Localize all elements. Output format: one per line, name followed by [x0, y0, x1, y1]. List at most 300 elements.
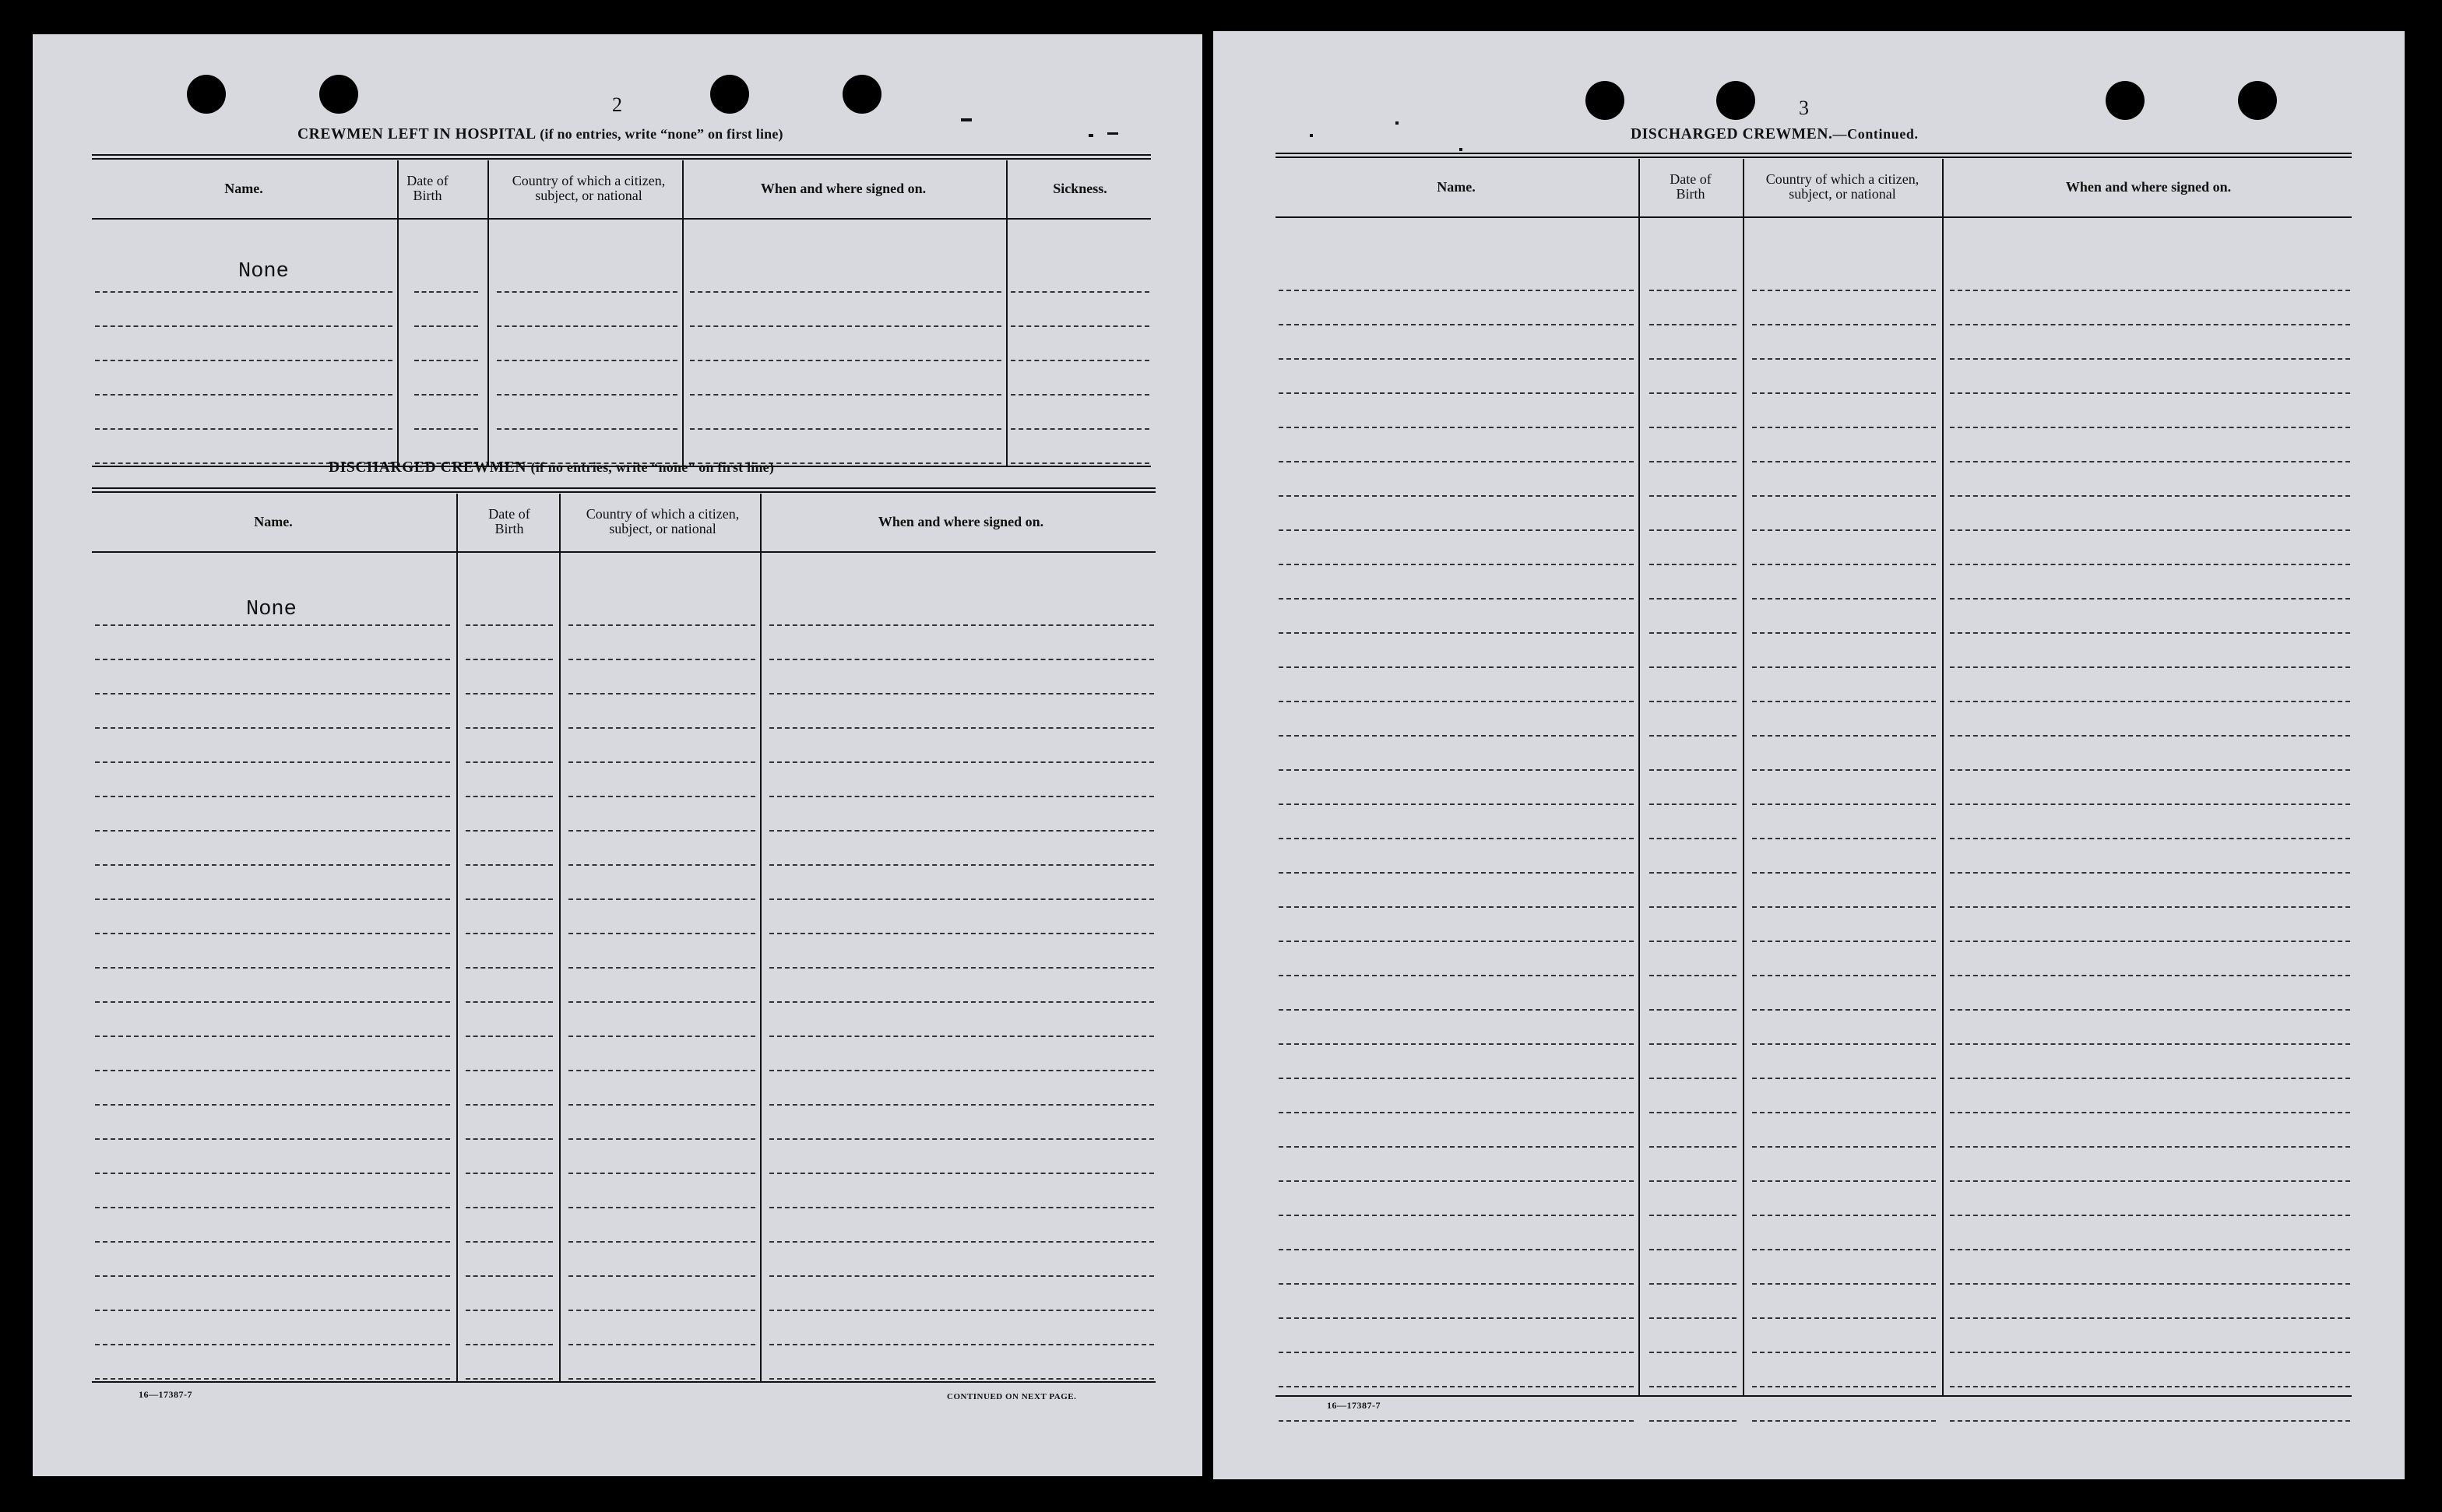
punch-hole — [1585, 81, 1624, 120]
writing-line — [1950, 735, 2350, 737]
column-header-signed-on: When and where signed on. — [760, 180, 927, 196]
writing-line — [95, 898, 450, 900]
writing-line — [414, 428, 478, 430]
writing-line — [1649, 666, 1736, 668]
writing-line — [1752, 358, 1936, 360]
discharged-continued-table — [1276, 153, 2352, 1398]
writing-line — [95, 325, 392, 327]
writing-line — [1649, 769, 1736, 771]
writing-line — [769, 1241, 1154, 1243]
writing-line — [1649, 975, 1736, 976]
writing-line — [1649, 1078, 1736, 1079]
writing-line — [769, 1378, 1154, 1380]
writing-line — [1649, 1112, 1736, 1113]
writing-line — [1279, 290, 1634, 291]
column-header-sickness: Sickness. — [1053, 180, 1107, 196]
writing-line — [1011, 291, 1149, 293]
writing-line — [568, 1104, 755, 1106]
writing-line — [497, 291, 677, 293]
column-header-country: Country of which a citizen, subject, or national — [586, 506, 740, 536]
writing-line — [1752, 769, 1936, 771]
column-divider — [760, 494, 762, 1381]
writing-line — [1649, 1146, 1736, 1148]
writing-line — [95, 1173, 450, 1174]
page-number: 3 — [1799, 97, 1809, 119]
writing-line — [1752, 906, 1936, 908]
writing-line — [1279, 1215, 1634, 1216]
writing-line — [95, 1378, 450, 1380]
writing-line — [568, 830, 755, 832]
hospital-title-note: (if no entries, write “none” on first line) — [540, 126, 783, 142]
writing-line — [1950, 701, 2350, 702]
ink-speck — [1310, 134, 1313, 137]
writing-line — [769, 1070, 1154, 1071]
ink-speck — [1395, 121, 1399, 125]
writing-line — [1950, 975, 2350, 976]
writing-line — [1950, 941, 2350, 942]
writing-line — [1752, 564, 1936, 565]
writing-line — [95, 693, 450, 694]
writing-line — [466, 624, 553, 626]
writing-line — [1752, 1180, 1936, 1182]
writing-line — [1950, 838, 2350, 839]
writing-line — [95, 1104, 450, 1106]
writing-line — [414, 325, 478, 327]
right-page — [1213, 31, 2405, 1479]
writing-line — [568, 1207, 755, 1208]
writing-line — [1752, 1112, 1936, 1113]
writing-line — [769, 1104, 1154, 1106]
writing-line — [568, 1275, 755, 1277]
writing-line — [1950, 1180, 2350, 1182]
writing-line — [1950, 1215, 2350, 1216]
writing-line — [568, 1241, 755, 1243]
writing-line — [1950, 495, 2350, 497]
writing-line — [95, 933, 450, 934]
writing-line — [1279, 461, 1634, 462]
writing-line — [568, 1036, 755, 1037]
writing-line — [1011, 428, 1149, 430]
writing-line — [95, 1001, 450, 1003]
writing-line — [466, 1070, 553, 1071]
writing-line — [1950, 1283, 2350, 1285]
column-header-signed-on: When and where signed on. — [2065, 178, 2232, 195]
column-header-name: Name. — [254, 513, 293, 529]
writing-line — [1279, 564, 1634, 565]
writing-line — [466, 1310, 553, 1311]
writing-line — [1950, 769, 2350, 771]
writing-line — [1649, 1317, 1736, 1319]
writing-line — [1649, 598, 1736, 600]
form-number: 16—17387-7 — [139, 1389, 192, 1400]
writing-line — [690, 360, 1001, 361]
writing-line — [690, 325, 1001, 327]
writing-line — [1752, 941, 1936, 942]
writing-line — [1649, 906, 1736, 908]
writing-line — [1950, 598, 2350, 600]
writing-line — [1649, 564, 1736, 565]
writing-line — [1279, 941, 1634, 942]
writing-line — [1279, 1283, 1634, 1285]
writing-line — [769, 796, 1154, 797]
writing-line — [95, 864, 450, 866]
writing-line — [1752, 1386, 1936, 1387]
writing-line — [1752, 1317, 1936, 1319]
punch-hole — [187, 75, 226, 114]
writing-line — [95, 1344, 450, 1345]
writing-line — [568, 796, 755, 797]
writing-line — [1279, 701, 1634, 702]
ink-speck — [1107, 132, 1118, 135]
writing-line — [95, 394, 392, 396]
writing-line — [1752, 1283, 1936, 1285]
punch-hole — [843, 75, 881, 114]
table-header-rule — [92, 551, 1156, 553]
writing-line — [1279, 666, 1634, 668]
writing-line — [1752, 1146, 1936, 1148]
writing-line — [466, 727, 553, 729]
writing-line — [1752, 666, 1936, 668]
writing-line — [466, 830, 553, 832]
hospital-title-main: CREWMEN LEFT IN HOSPITAL — [297, 126, 536, 142]
writing-line — [769, 1001, 1154, 1003]
writing-line — [1752, 1043, 1936, 1045]
writing-line — [1279, 906, 1634, 908]
writing-line — [1752, 392, 1936, 394]
writing-line — [690, 291, 1001, 293]
left-page — [33, 34, 1202, 1476]
writing-line — [1649, 1009, 1736, 1011]
discharged-title-main: DISCHARGED CREWMEN — [329, 459, 527, 476]
writing-line — [1950, 872, 2350, 874]
writing-line — [414, 394, 478, 396]
writing-line — [1752, 872, 1936, 874]
writing-line — [1950, 392, 2350, 394]
writing-line — [1950, 1112, 2350, 1113]
writing-line — [466, 1173, 553, 1174]
writing-line — [1950, 324, 2350, 325]
writing-line — [1011, 360, 1149, 361]
writing-line — [466, 1138, 553, 1140]
ink-speck — [1459, 148, 1462, 151]
writing-line — [690, 428, 1001, 430]
writing-line — [1279, 1009, 1634, 1011]
writing-line — [1011, 462, 1149, 464]
writing-line — [1279, 975, 1634, 976]
writing-line — [1279, 358, 1634, 360]
writing-line — [1649, 701, 1736, 702]
table-bottom-rule — [1276, 1395, 2352, 1397]
writing-line — [95, 1275, 450, 1277]
writing-line — [1950, 461, 2350, 462]
writing-line — [1649, 324, 1736, 325]
writing-line — [769, 1138, 1154, 1140]
writing-line — [1279, 427, 1634, 428]
table-bottom-rule — [92, 1381, 1156, 1383]
continued-note: CONTINUED ON NEXT PAGE. — [947, 1392, 1077, 1401]
writing-line — [1649, 1283, 1736, 1285]
writing-line — [1752, 1078, 1936, 1079]
writing-line — [1649, 1420, 1736, 1422]
writing-line — [1279, 529, 1634, 531]
writing-line — [1649, 1215, 1736, 1216]
writing-line — [1279, 1317, 1634, 1319]
writing-line — [1649, 1180, 1736, 1182]
column-header-date-of-birth: Date of Birth — [1670, 171, 1712, 202]
writing-line — [769, 864, 1154, 866]
writing-line — [1752, 838, 1936, 839]
page-number: 2 — [612, 93, 622, 116]
writing-line — [1649, 1352, 1736, 1353]
column-header-name: Name. — [1437, 178, 1476, 195]
column-header-country: Country of which a citizen, subject, or national — [512, 173, 666, 203]
writing-line — [769, 933, 1154, 934]
writing-line — [1279, 1420, 1634, 1422]
writing-line — [568, 1070, 755, 1071]
column-divider — [397, 160, 399, 466]
writing-line — [568, 967, 755, 969]
writing-line — [1279, 598, 1634, 600]
writing-line — [497, 428, 677, 430]
writing-line — [769, 659, 1154, 660]
discharged-continued-main: DISCHARGED CREWMEN. — [1631, 126, 1833, 142]
writing-line — [95, 291, 392, 293]
table-top-rule — [92, 487, 1156, 493]
column-divider — [1942, 159, 1944, 1395]
writing-line — [568, 1344, 755, 1345]
column-header-name: Name. — [224, 180, 263, 196]
writing-line — [95, 727, 450, 729]
discharged-section-title — [329, 459, 774, 476]
column-divider — [559, 494, 561, 1381]
writing-line — [1950, 1009, 2350, 1011]
writing-line — [769, 727, 1154, 729]
writing-line — [414, 291, 478, 293]
writing-line — [1649, 290, 1736, 291]
writing-line — [1279, 392, 1634, 394]
writing-line — [95, 428, 392, 430]
writing-line — [1649, 838, 1736, 839]
writing-line — [1950, 1249, 2350, 1250]
table-top-rule — [1276, 153, 2352, 158]
writing-line — [1752, 324, 1936, 325]
writing-line — [568, 1001, 755, 1003]
writing-line — [1950, 1317, 2350, 1319]
writing-line — [1279, 1146, 1634, 1148]
writing-line — [1752, 803, 1936, 805]
ink-speck — [1089, 134, 1093, 137]
column-divider — [487, 160, 489, 466]
writing-line — [1011, 394, 1149, 396]
writing-line — [466, 1036, 553, 1037]
hospital-entry-name: None — [238, 260, 289, 283]
writing-line — [1279, 1352, 1634, 1353]
writing-line — [1649, 1386, 1736, 1387]
writing-line — [1950, 632, 2350, 634]
writing-line — [1279, 769, 1634, 771]
writing-line — [568, 624, 755, 626]
writing-line — [1649, 941, 1736, 942]
writing-line — [1950, 1078, 2350, 1079]
writing-line — [1950, 529, 2350, 531]
writing-line — [769, 1275, 1154, 1277]
writing-line — [1950, 358, 2350, 360]
writing-line — [1950, 803, 2350, 805]
writing-line — [1752, 1249, 1936, 1250]
writing-line — [95, 659, 450, 660]
writing-line — [466, 693, 553, 694]
table-header-rule — [92, 218, 1151, 220]
writing-line — [1279, 632, 1634, 634]
writing-line — [1950, 1352, 2350, 1353]
writing-line — [95, 830, 450, 832]
writing-line — [1279, 1112, 1634, 1113]
writing-line — [95, 624, 450, 626]
writing-line — [1950, 564, 2350, 565]
writing-line — [1950, 1146, 2350, 1148]
writing-line — [1752, 529, 1936, 531]
writing-line — [466, 796, 553, 797]
writing-line — [1752, 598, 1936, 600]
writing-line — [1752, 495, 1936, 497]
writing-line — [466, 659, 553, 660]
writing-line — [466, 1241, 553, 1243]
writing-line — [95, 1036, 450, 1037]
writing-line — [466, 1275, 553, 1277]
form-number: 16—17387-7 — [1327, 1400, 1381, 1411]
writing-line — [1950, 906, 2350, 908]
writing-line — [95, 1138, 450, 1140]
writing-line — [466, 1104, 553, 1106]
writing-line — [1950, 427, 2350, 428]
writing-line — [769, 624, 1154, 626]
writing-line — [1752, 632, 1936, 634]
table-top-rule — [92, 154, 1151, 160]
writing-line — [568, 727, 755, 729]
writing-line — [568, 693, 755, 694]
writing-line — [1649, 529, 1736, 531]
column-divider — [1006, 160, 1008, 466]
column-header-signed-on: When and where signed on. — [878, 513, 1044, 529]
writing-line — [1279, 1180, 1634, 1182]
writing-line — [1752, 701, 1936, 702]
writing-line — [1279, 803, 1634, 805]
writing-line — [466, 1344, 553, 1345]
writing-line — [769, 1344, 1154, 1345]
writing-line — [690, 394, 1001, 396]
writing-line — [1279, 1249, 1634, 1250]
column-divider — [682, 160, 684, 466]
writing-line — [95, 967, 450, 969]
writing-line — [568, 1310, 755, 1311]
punch-hole — [319, 75, 358, 114]
writing-line — [769, 1173, 1154, 1174]
hospital-section-title — [297, 126, 783, 143]
writing-line — [1752, 975, 1936, 976]
writing-line — [1649, 461, 1736, 462]
writing-line — [1279, 838, 1634, 839]
writing-line — [568, 898, 755, 900]
writing-line — [497, 360, 677, 361]
writing-line — [1279, 1386, 1634, 1387]
writing-line — [1950, 1420, 2350, 1422]
writing-line — [1279, 1043, 1634, 1045]
writing-line — [1950, 666, 2350, 668]
writing-line — [1752, 1352, 1936, 1353]
column-divider — [456, 494, 458, 1381]
punch-hole — [710, 75, 749, 114]
writing-line — [769, 1036, 1154, 1037]
discharged-title-note: (if no entries, write “none” on first line) — [530, 459, 775, 475]
writing-line — [1950, 290, 2350, 291]
writing-line — [769, 693, 1154, 694]
writing-line — [1279, 872, 1634, 874]
writing-line — [466, 1378, 553, 1380]
writing-line — [769, 830, 1154, 832]
discharged-entry-name: None — [246, 598, 297, 621]
writing-line — [1752, 1009, 1936, 1011]
discharged-continued-title — [1631, 126, 1919, 143]
column-divider — [1638, 159, 1640, 1395]
writing-line — [497, 394, 677, 396]
writing-line — [466, 898, 553, 900]
writing-line — [1649, 735, 1736, 737]
writing-line — [769, 1310, 1154, 1311]
writing-line — [1649, 392, 1736, 394]
writing-line — [568, 1173, 755, 1174]
writing-line — [95, 796, 450, 797]
writing-line — [1279, 495, 1634, 497]
column-header-date-of-birth: Date of Birth — [488, 506, 530, 536]
writing-line — [1752, 1215, 1936, 1216]
writing-line — [1752, 461, 1936, 462]
writing-line — [769, 761, 1154, 763]
table-header-rule — [1276, 216, 2352, 218]
writing-line — [568, 864, 755, 866]
writing-line — [1752, 735, 1936, 737]
writing-line — [1279, 735, 1634, 737]
punch-hole — [2238, 81, 2277, 120]
writing-line — [466, 933, 553, 934]
writing-line — [1011, 325, 1149, 327]
discharged-continued-note: —Continued. — [1832, 126, 1919, 142]
writing-line — [568, 659, 755, 660]
writing-line — [1649, 495, 1736, 497]
writing-line — [1752, 1420, 1936, 1422]
writing-line — [95, 1070, 450, 1071]
writing-line — [568, 1378, 755, 1380]
writing-line — [95, 761, 450, 763]
writing-line — [1649, 1043, 1736, 1045]
column-header-date-of-birth: Date of Birth — [406, 173, 449, 203]
discharged-table — [92, 487, 1156, 1383]
writing-line — [466, 761, 553, 763]
writing-line — [95, 1310, 450, 1311]
writing-line — [1649, 803, 1736, 805]
writing-line — [1649, 872, 1736, 874]
writing-line — [497, 325, 677, 327]
writing-line — [568, 933, 755, 934]
writing-line — [769, 1207, 1154, 1208]
writing-line — [1649, 1249, 1736, 1250]
writing-line — [1649, 358, 1736, 360]
column-divider — [1743, 159, 1744, 1395]
writing-line — [95, 1241, 450, 1243]
writing-line — [1950, 1043, 2350, 1045]
writing-line — [95, 360, 392, 361]
writing-line — [1279, 324, 1634, 325]
column-header-country: Country of which a citizen, subject, or national — [1765, 171, 1919, 202]
